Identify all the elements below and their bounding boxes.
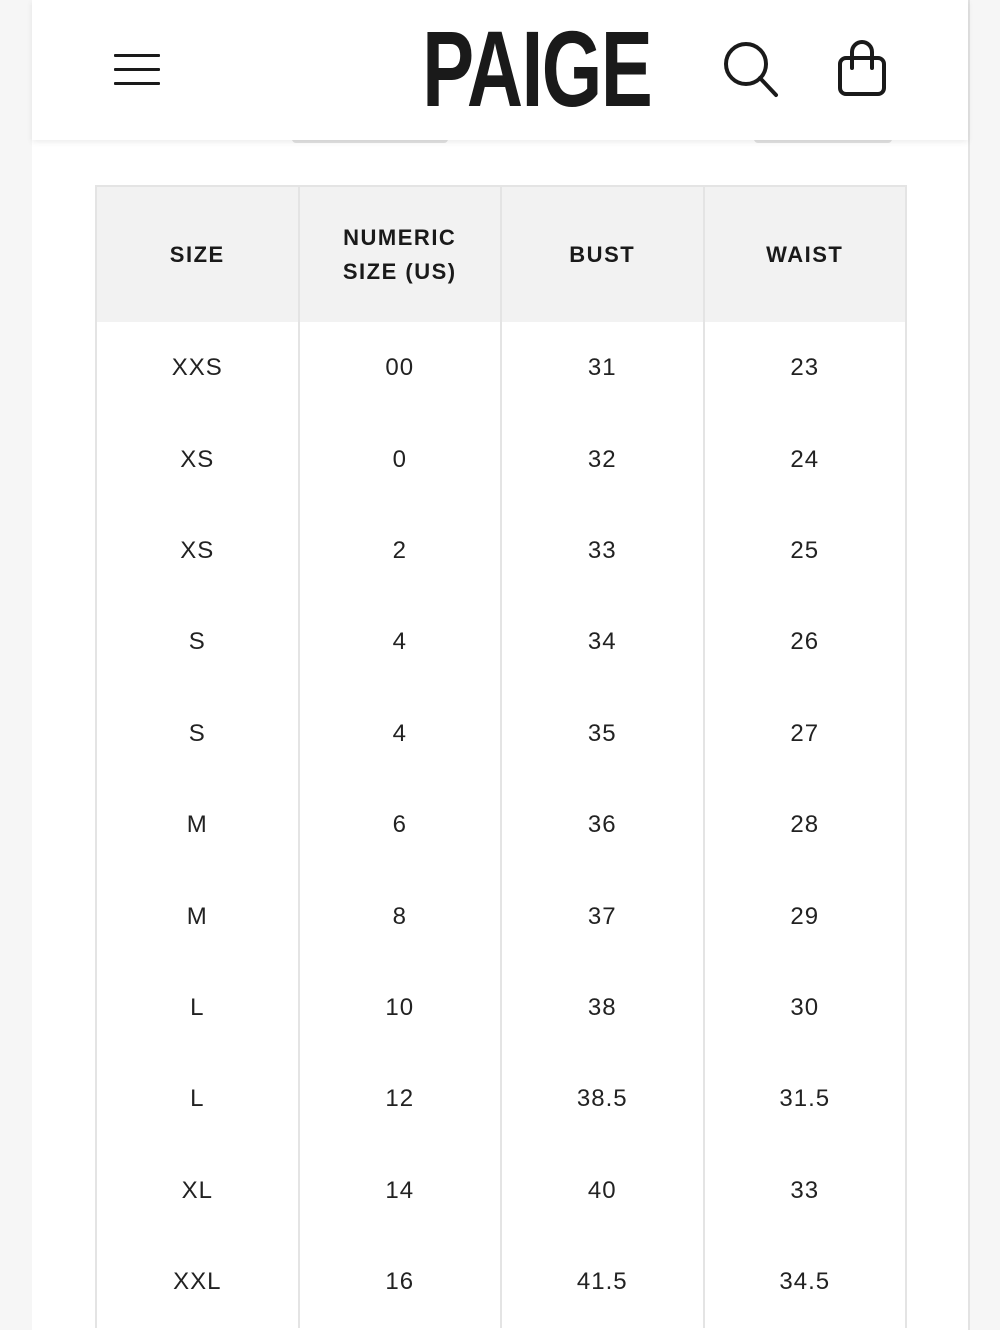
- cell-waist: 24: [704, 414, 907, 505]
- shopping-bag-icon: [834, 40, 892, 100]
- cell-bust: 40: [501, 1145, 704, 1236]
- cell-size: L: [96, 962, 299, 1053]
- cell-size: S: [96, 597, 299, 688]
- cell-size: M: [96, 780, 299, 871]
- menu-icon-bar-bottom: [114, 82, 160, 85]
- cell-bust: 33: [501, 505, 704, 596]
- cell-waist: 31.5: [704, 1054, 907, 1145]
- cell-numeric-size: 12: [299, 1054, 502, 1145]
- table-row: [96, 414, 906, 505]
- cell-size: S: [96, 688, 299, 779]
- site-header: [32, 0, 968, 140]
- cell-size: XXL: [96, 1237, 299, 1328]
- cell-waist: 27: [704, 688, 907, 779]
- cell-bust: 38.5: [501, 1054, 704, 1145]
- cell-numeric-size: 4: [299, 597, 502, 688]
- table-row: [96, 322, 906, 414]
- brand-logo[interactable]: PAIGE: [422, 8, 652, 129]
- size-chart-table: [95, 185, 907, 1328]
- cell-numeric-size: 14: [299, 1145, 502, 1236]
- table-row: [96, 505, 906, 596]
- cell-bust: 35: [501, 688, 704, 779]
- cell-numeric-size: 10: [299, 962, 502, 1053]
- table-row: [96, 780, 906, 871]
- page-edge-divider: [968, 0, 970, 1330]
- search-icon: [722, 40, 782, 100]
- cell-waist: 34.5: [704, 1237, 907, 1328]
- table-row: [96, 962, 906, 1053]
- size-chart-body: [96, 322, 906, 1328]
- column-header-size: SIZE: [96, 186, 299, 322]
- cell-numeric-size: 8: [299, 871, 502, 962]
- cell-numeric-size: 0: [299, 414, 502, 505]
- cell-size: M: [96, 871, 299, 962]
- cell-size: XXS: [96, 322, 299, 414]
- search-button[interactable]: [722, 40, 782, 100]
- column-header-bust: BUST: [501, 186, 704, 322]
- table-row: [96, 688, 906, 779]
- column-header-numeric-size: NUMERIC SIZE (US): [299, 186, 502, 322]
- cell-bust: 41.5: [501, 1237, 704, 1328]
- size-chart-header: [96, 186, 906, 322]
- cell-waist: 26: [704, 597, 907, 688]
- menu-button[interactable]: [112, 46, 162, 90]
- cell-bust: 38: [501, 962, 704, 1053]
- table-row: [96, 871, 906, 962]
- cell-numeric-size: 00: [299, 322, 502, 414]
- table-row: [96, 1145, 906, 1236]
- header-row: [96, 186, 906, 322]
- cell-size: XL: [96, 1145, 299, 1236]
- cell-bust: 37: [501, 871, 704, 962]
- cell-numeric-size: 2: [299, 505, 502, 596]
- cell-numeric-size: 6: [299, 780, 502, 871]
- table-row: [96, 1054, 906, 1145]
- menu-icon-bar-middle: [114, 68, 160, 71]
- cell-waist: 25: [704, 505, 907, 596]
- cell-numeric-size: 16: [299, 1237, 502, 1328]
- cell-bust: 34: [501, 597, 704, 688]
- cell-size: L: [96, 1054, 299, 1145]
- menu-icon-bar-top: [114, 54, 160, 57]
- cell-waist: 29: [704, 871, 907, 962]
- cell-waist: 33: [704, 1145, 907, 1236]
- bag-button[interactable]: [834, 40, 892, 100]
- cell-waist: 30: [704, 962, 907, 1053]
- cell-waist: 28: [704, 780, 907, 871]
- cell-bust: 36: [501, 780, 704, 871]
- cell-bust: 32: [501, 414, 704, 505]
- column-header-waist: WAIST: [704, 186, 907, 322]
- cell-bust: 31: [501, 322, 704, 414]
- cell-size: XS: [96, 505, 299, 596]
- cell-numeric-size: 4: [299, 688, 502, 779]
- table-row: [96, 1237, 906, 1328]
- cell-waist: 23: [704, 322, 907, 414]
- table-row: [96, 597, 906, 688]
- cell-size: XS: [96, 414, 299, 505]
